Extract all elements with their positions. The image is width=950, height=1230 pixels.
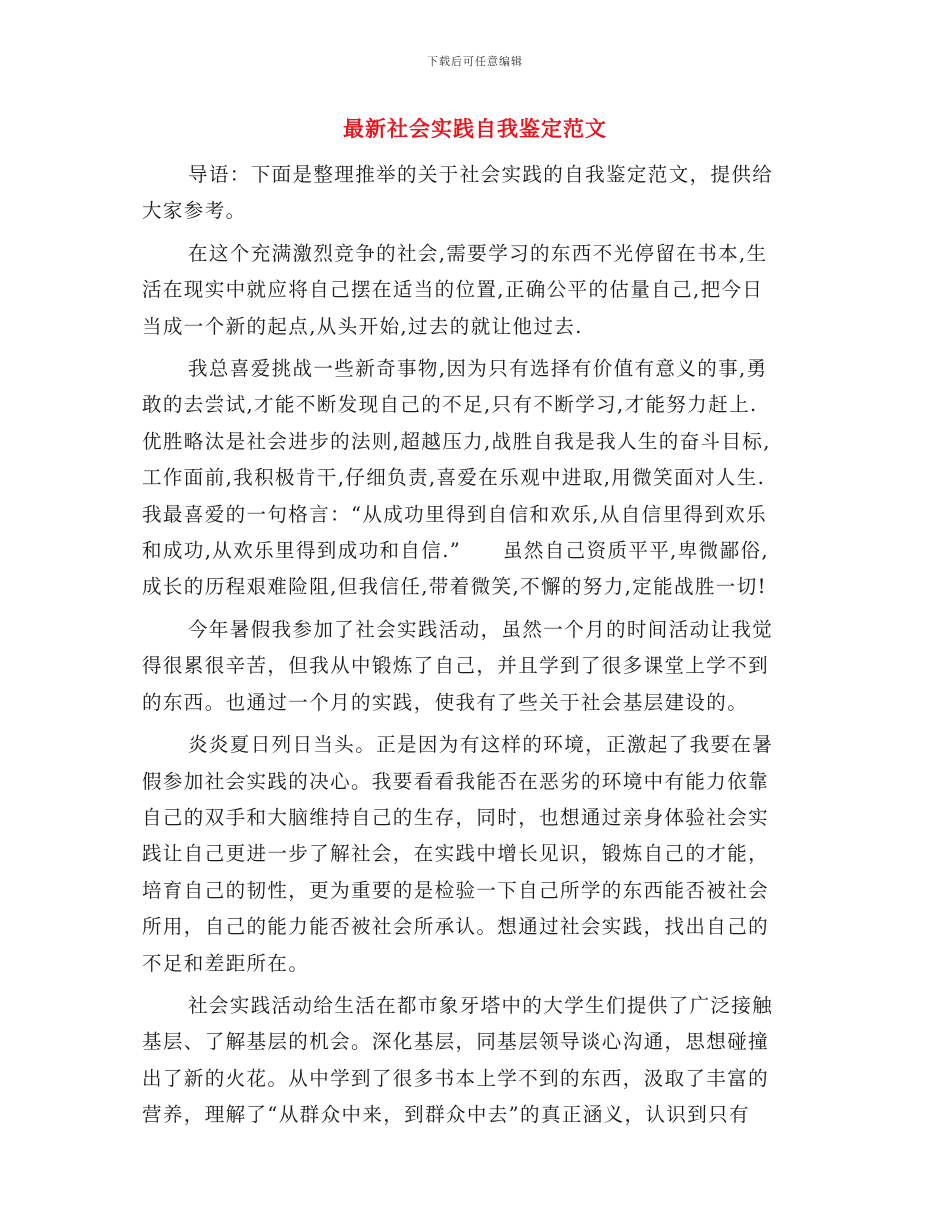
paragraph [142, 236, 810, 345]
text-line: 今年暑假我参加了社会实践活动，虽然一个月的时间活动让我觉 [188, 617, 774, 641]
text-line: 我最喜爱的一句格言：“从成功里得到自信和欢乐,从自信里得到欢乐 [142, 502, 768, 526]
text-line: 和成功,从欢乐里得到成功和自信.” 虽然自己资质平平,卑微鄙俗, [142, 539, 769, 563]
paragraph [142, 727, 810, 982]
text-line: 活在现实中就应将自己摆在适当的位置,正确公平的估量自己,把今日 [142, 278, 764, 302]
paragraph [142, 988, 810, 1134]
text-line: 基层、了解基层的机会。深化基层，同基层领导谈心沟通，思想碰撞 [142, 1030, 770, 1054]
text-line: 营养，理解了“从群众中来，到群众中去”的真正涵义，认识到只有 [142, 1103, 750, 1127]
text-line: 践让自己更进一步了解社会，在实践中增长见识，锻炼自己的才能， [142, 842, 770, 866]
paragraph [142, 612, 810, 721]
text-line: 所用，自己的能力能否被社会所承认。想通过社会实践，找出自己的 [142, 915, 770, 939]
text-line: 当成一个新的起点,从头开始,过去的就让他过去. [142, 314, 583, 338]
text-line: 成长的历程艰难险阻,但我信任,带着微笑,不懈的努力,定能战胜一切! [142, 575, 767, 599]
text-line: 我总喜爱挑战一些新奇事物,因为只有选择有价值有意义的事,勇 [188, 357, 768, 381]
text-line: 大家参考。 [142, 199, 247, 223]
text-line: 工作面前,我积极肯干,仔细负责,喜爱在乐观中进取,用微笑面对人生. [142, 466, 766, 490]
paragraph [142, 351, 810, 606]
text-line: 培育自己的韧性，更为重要的是检验一下自己所学的东西能否被社会 [142, 878, 770, 902]
text-line: 自己的双手和大脑维持自己的生存，同时，也想通过亲身体验社会实 [142, 805, 770, 829]
text-line: 得很累很辛苦，但我从中锻炼了自己，并且学到了很多课堂上学不到 [142, 654, 770, 678]
page-header: 下载后可任意编辑 [427, 55, 523, 68]
text-line: 在这个充满激烈竞争的社会,需要学习的东西不光停留在书本,生 [188, 241, 768, 265]
text-line: 出了新的火花。从中学到了很多书本上学不到的东西，汲取了丰富的 [142, 1066, 770, 1090]
text-line: 敢的去尝试,才能不断发现自己的不足,只有不断学习,才能努力赶上. [142, 393, 758, 417]
text-line: 假参加社会实践的决心。我要看看我能否在恶劣的环境中有能力依靠 [142, 769, 770, 793]
text-line: 导语：下面是整理推举的关于社会实践的自我鉴定范文，提供给 [188, 163, 774, 186]
text-line: 社会实践活动给生活在都市象牙塔中的大学生们提供了广泛接触 [188, 993, 774, 1017]
text-line: 炎炎夏日列日当头。正是因为有这样的环境，正激起了我要在暑 [188, 733, 774, 757]
text-line: 不足和差距所在。 [142, 951, 310, 975]
document-title: 最新社会实践自我鉴定范文 [343, 116, 607, 141]
text-line: 优胜略汰是社会进步的法则,超越压力,战胜自我是我人生的奋斗目标, [142, 429, 771, 453]
document-body [142, 157, 810, 1134]
text-line: 的东西。也通过一个月的实践，使我有了些关于社会基层建设的。 [142, 690, 749, 714]
paragraph-intro [142, 157, 810, 230]
